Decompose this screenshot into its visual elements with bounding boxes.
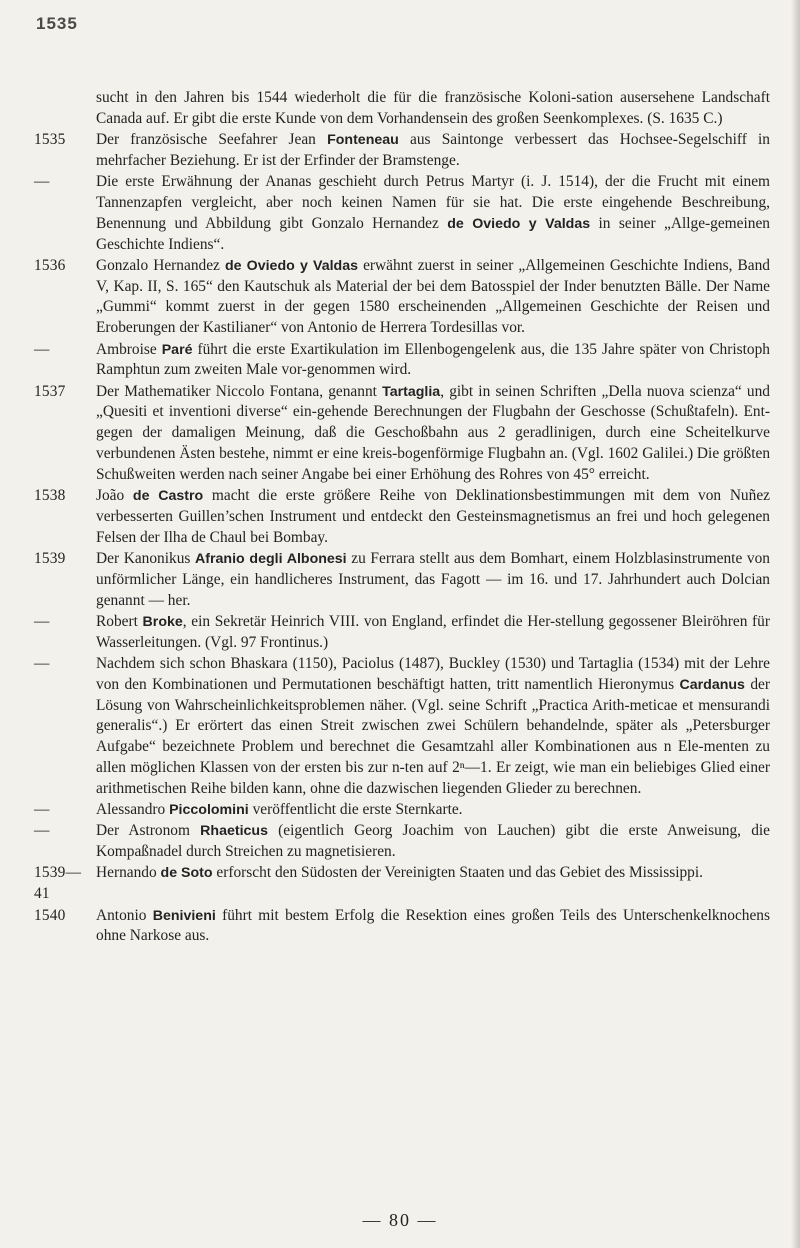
- entry-year: 1540: [34, 906, 66, 924]
- entry-text: [96, 549, 770, 611]
- entry-text: [96, 821, 770, 863]
- entry-name-bold: de Oviedo y Valdas: [224, 257, 358, 274]
- entry-year: —: [34, 173, 50, 191]
- entry-text-segment: veröffentlicht die erste Sternkarte.: [248, 801, 463, 819]
- chronicle-entry: [34, 172, 770, 255]
- entry-text-segment: Alessandro: [96, 801, 170, 819]
- entry-text-segment: João: [96, 487, 133, 505]
- entry-text: [96, 800, 770, 821]
- entry-year: —: [34, 612, 50, 630]
- entry-name-bold: Rhaeticus: [200, 823, 268, 840]
- entry-year: 1537: [34, 382, 66, 400]
- entry-name-bold: Afranio degli Albonesi: [195, 551, 347, 568]
- chronicle-entry: [34, 612, 770, 654]
- chronicle-entry: [34, 88, 770, 130]
- entry-text-segment: in seiner „Allge-gemeinen Geschichte Indiens“.: [96, 214, 770, 253]
- page-header-year: 1535: [36, 14, 78, 33]
- entry-text: [96, 256, 770, 339]
- entry-text-segment: führt die erste Exartikulation im Ellenbogengelenk aus, die 135 Jahre später von Christoph Ramphtun zum zweiten Male vor-genommen wird.: [96, 340, 771, 379]
- entry-text-segment: Ambroise: [96, 340, 162, 358]
- entry-name-bold: Broke: [142, 613, 183, 630]
- entry-text: [96, 382, 770, 486]
- chronicle-entry: [34, 382, 770, 486]
- entry-name-bold: Fonteneau: [327, 132, 399, 149]
- entry-name-bold: Tartaglia: [382, 383, 441, 400]
- chronicle-entry: [34, 863, 770, 905]
- chronicle-entry: [34, 906, 770, 948]
- entry-year: 1539—41: [34, 864, 82, 903]
- entry-text-segment: Hernando: [96, 864, 161, 882]
- entry-year: 1538: [34, 487, 66, 505]
- chronicle-entry: [34, 800, 770, 821]
- entry-text: [96, 654, 770, 800]
- chronicle-entry: [34, 340, 770, 382]
- entry-text-segment: Die erste Erwähnung der Ananas geschieht durch Petrus Martyr (i. J. 1514), der die Frucht mit einem Tannenzapfen vergleicht, aber noch keinen Namen für sie hat. Die erste eingehende Beschreibung, Benennung und Abbildung gibt Gonzalo Hernandez: [96, 173, 770, 232]
- entry-year: —: [34, 340, 50, 358]
- entry-year: 1536: [34, 256, 66, 274]
- entry-text: [96, 172, 770, 255]
- entry-name-bold: de Castro: [132, 488, 204, 505]
- entry-year: [34, 88, 96, 130]
- entry-text-segment: Nachdem sich schon Bhaskara (1150), Paciolus (1487), Buckley (1530) und Tartaglia (1534) mit der Lehre von den Kombinationen und Permutationen beschäftigt hatten, tritt namentlich Hieronymus: [96, 655, 770, 693]
- entry-text: [96, 863, 770, 905]
- entry-text-segment: (eigentlich Georg Joachim von Lauchen) gibt die erste Anweisung, die Kompaßnadel durch Streichen zu magnetisieren.: [96, 822, 770, 861]
- entry-text-segment: erforscht den Südosten der Vereinigten Staaten und das Gebiet des Mississippi.: [212, 864, 703, 882]
- page-number: — 80 —: [362, 1210, 438, 1230]
- entry-year: 1539: [34, 550, 66, 568]
- entry-text-segment: Der Mathematiker Niccolo Fontana, genannt: [96, 382, 383, 400]
- entry-text: [96, 88, 770, 130]
- entry-text-segment: , ein Sekretär Heinrich VIII. von England, erfindet die Her-stellung gegossener Bleiröhren für Wasserleitungen. (Vgl. 97 Frontinus.): [96, 612, 770, 651]
- entry-name-bold: Benivieni: [152, 907, 216, 924]
- chronicle-entries: [34, 88, 770, 948]
- entry-text: [96, 130, 770, 172]
- chronicle-entry: [34, 486, 770, 548]
- entry-text-segment: Der Kanonikus: [96, 550, 196, 568]
- entry-name-bold: Cardanus: [679, 676, 745, 693]
- entry-name-bold: de Soto: [160, 865, 213, 882]
- entry-year: —: [34, 822, 50, 840]
- entry-name-bold: Paré: [161, 341, 193, 358]
- entry-text: [96, 612, 770, 654]
- entry-text: [96, 906, 770, 948]
- entry-year: —: [34, 801, 50, 819]
- entry-text-segment: Robert: [96, 612, 143, 630]
- entry-year: 1535: [34, 131, 66, 149]
- page-edge: [791, 0, 800, 1248]
- entry-text-segment: der Lösung von Wahrscheinlichkeitsproblemen näher. (Vgl. seine Schrift „Practica Arith-meticae et mensurandi generalis“.) Er erörtert das einen Streit zwischen zwei Schülern behandelnde, später als „Petersburger Aufgabe“ bezeichnete Problem und berechnet die Gesamtzahl aller Kombinationen aus n Ele-menten zu allen möglichen Klassen von der ersten bis zur n-ten auf 2ⁿ—1. Er zeigt, wie man ein beliebiges Glied einer arithmetischen Reihe bilden kann, ohne die dazwischen liegenden Glieder zu berechnen.: [96, 675, 770, 797]
- chronicle-entry: [34, 654, 770, 800]
- entry-text-segment: sucht in den Jahren bis 1544 wiederholt die für die französische Koloni-sation ausersehene Landschaft Canada auf. Er gibt die erste Kunde von dem Vorhandensein des großen Seenkomplexes. (S. 1635 C.): [96, 89, 770, 127]
- entry-year: —: [34, 655, 50, 673]
- entry-text-segment: , gibt in seinen Schriften „Della nuova scienza“ und „Quesiti et inventioni diverse“ ein-gehende Berechnungen der Flugbahn der Geschosse (Schußtafeln). Ent-gegen der damaligen Meinung, daß die Geschoßbahn aus 2 geradlinigen, durch eine Scheitelkurve verbundenen Ästen bestehe, nimmt er eine kreis-bogenförmige Flugbahn an. (Vgl. 1602 Galilei.) Die größten Schußweiten werden nach seiner Angabe bei einer Erhöhung des Rohres von 45° erreicht.: [96, 382, 771, 483]
- entry-text-segment: Der Astronom: [96, 822, 201, 840]
- entry-text-segment: zu Ferrara stellt aus dem Bomhart, einem Holzblasinstrumente von unförmlicher Länge, ein handlicheres Instrument, das Fagott — im 16. und 17. Jahrhundert auch Dolcian genannt — her.: [96, 550, 770, 609]
- entry-text-segment: führt mit bestem Erfolg die Resektion eines großen Teils des Unterschenkelknochens ohne Narkose aus.: [96, 906, 770, 945]
- chronicle-entry: [34, 130, 770, 172]
- chronicle-entry: [34, 256, 770, 339]
- entry-text-segment: aus Saintonge verbessert das Hochsee-Segelschiff in mehrfacher Beziehung. Er ist der Erfinder der Bramstenge.: [96, 131, 770, 169]
- entry-name-bold: de Oviedo y Valdas: [447, 215, 591, 232]
- chronicle-entry: [34, 821, 770, 863]
- entry-text-segment: erwähnt zuerst in seiner „Allgemeinen Geschichte Indiens, Band V, Kap. II, S. 165“ den Kautschuk als Material der bei dem Batosspiel der Inder benutzten Bälle. Der Name „Gummi“ kommt zuerst in der gegen 1580 erscheinenden „Allgemeinen Geschichte der Reisen und Eroberungen der Kastilianer“ von Antonio de Herrera Tordesillas vor.: [96, 256, 771, 337]
- entry-text-segment: macht die erste größere Reihe von Deklinationsbestimmungen mit dem von Nuñez verbesserten Guillen’schen Instrument und entdeckt den Gesteinsmagnetismus an frei und hoch gelegenen Felsen der Ilha de Chaul bei Bombay.: [96, 487, 770, 546]
- entry-text-segment: Gonzalo Hernandez: [96, 256, 225, 274]
- entry-text-segment: Der französische Seefahrer Jean: [96, 131, 328, 149]
- chronicle-entry: [34, 549, 770, 611]
- entry-name-bold: Piccolomini: [169, 802, 249, 819]
- entry-text: [96, 486, 770, 548]
- entry-text-segment: Antonio: [96, 906, 153, 924]
- entry-text: [96, 340, 770, 382]
